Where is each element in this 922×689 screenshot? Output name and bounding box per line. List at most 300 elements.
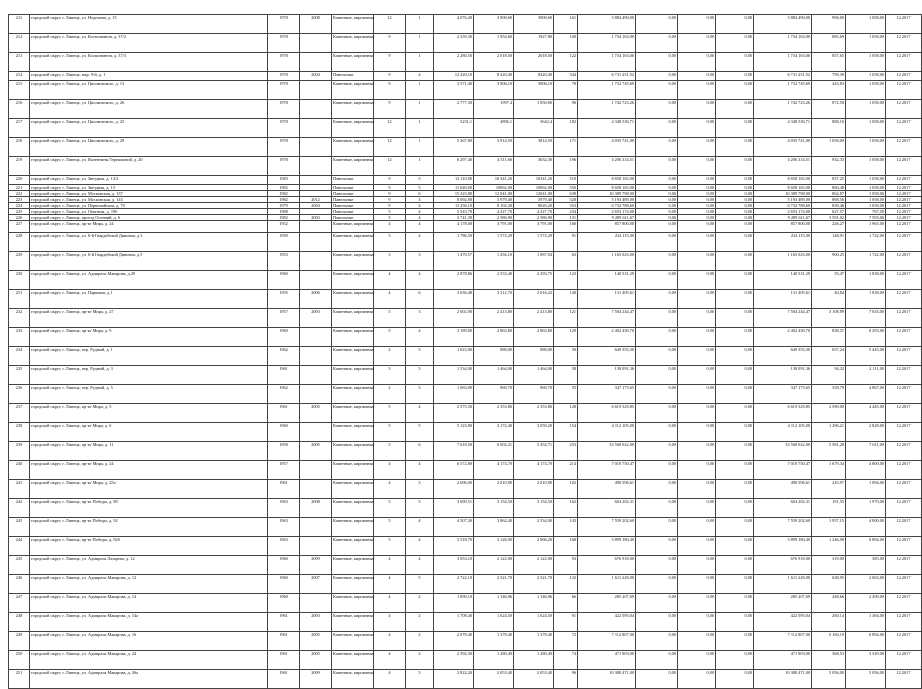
cell-people: 78 xyxy=(554,81,578,100)
cell-area-total: 4 178,00 xyxy=(434,221,474,233)
cell-people: 253 xyxy=(554,442,578,461)
cell-n: 234 xyxy=(9,347,30,366)
cell-people: 353 xyxy=(554,203,578,209)
cell-area-total: 2 239,30 xyxy=(434,34,474,53)
cell-entrances: 4 xyxy=(406,72,434,81)
cell-max: 385,00 xyxy=(846,556,886,575)
cell-unit: 5 056,00 xyxy=(812,670,846,689)
cell-material: Каменные, кирпичные xyxy=(332,252,374,271)
cell-n: 245 xyxy=(9,556,30,575)
cell-area-priv: 2 053,40 xyxy=(514,670,554,689)
cell-area-total: 2 777,30 xyxy=(434,100,474,119)
cell-c3: 0,00 xyxy=(716,81,754,100)
cell-c1: 0,00 xyxy=(636,271,678,290)
cell-year: 1963 xyxy=(268,518,300,537)
cell-area-res: 1997,4 xyxy=(474,100,514,119)
cell-n: 215 xyxy=(9,81,30,100)
cell-reno: 2005 xyxy=(300,442,332,461)
cell-n: 243 xyxy=(9,518,30,537)
cell-c4: 285 207,09 xyxy=(754,594,812,613)
cell-people: 74 xyxy=(554,651,578,670)
cell-reno: 2005 xyxy=(300,632,332,651)
cell-material: Каменные, кирпичные xyxy=(332,499,374,518)
cell-people: 122 xyxy=(554,53,578,72)
table-row xyxy=(9,347,922,366)
cell-entrances: 4 xyxy=(406,518,434,537)
cell-area-total: 7 618,50 xyxy=(434,442,474,461)
cell-entrances: 4 xyxy=(406,271,434,290)
cell-max: 1 722,00 xyxy=(846,233,886,252)
cell-c1: 0,00 xyxy=(636,100,678,119)
cell-c3: 0,00 xyxy=(716,203,754,209)
cell-cost: 1 734 163,00 xyxy=(578,34,636,53)
cell-material: Каменные, кирпичные xyxy=(332,461,374,480)
cell-year: 1960 xyxy=(268,423,300,442)
cell-year: 1950 xyxy=(268,233,300,252)
cell-people: 510 xyxy=(554,176,578,185)
table-row xyxy=(9,328,922,347)
cell-unit: 799,39 xyxy=(812,72,846,81)
cell-people: 129 xyxy=(554,328,578,347)
cell-reno xyxy=(300,385,332,404)
cell-area-priv: 2 521,70 xyxy=(514,575,554,594)
cell-c1: 0,00 xyxy=(636,651,678,670)
table-row xyxy=(9,176,922,185)
table-row xyxy=(9,651,922,670)
cell-max: 7 633,00 xyxy=(846,309,886,328)
cell-unit: 900,25 xyxy=(812,252,846,271)
cell-unit: 40,84 xyxy=(812,290,846,309)
cell-address: городской округ, г. Липецк, ул. Звездная, д. 13 xyxy=(30,185,268,191)
cell-area-res: 2 122,00 xyxy=(474,556,514,575)
table-row xyxy=(9,290,922,309)
cell-area-priv: 10062,00 xyxy=(514,185,554,191)
cell-c1: 0,00 xyxy=(636,385,678,404)
cell-entrances: 4 xyxy=(406,537,434,556)
cell-people: 63 xyxy=(554,252,578,271)
cell-area-res: 2 521,70 xyxy=(474,575,514,594)
cell-entrances: 1 xyxy=(406,81,434,100)
cell-cost: 234 115,00 xyxy=(578,233,636,252)
cell-period: 12.2017 xyxy=(886,209,922,215)
cell-people: 171 xyxy=(554,138,578,157)
cell-unit: 888,16 xyxy=(812,119,846,138)
cell-c4: 7 010 750,47 xyxy=(754,461,812,480)
cell-year: 1979 xyxy=(268,203,300,209)
cell-max: 1 058,00 xyxy=(846,176,886,185)
cell-area-priv: 1 378,40 xyxy=(514,632,554,651)
cell-floors: 9 xyxy=(374,191,406,197)
cell-people: 162 xyxy=(554,499,578,518)
cell-max: 1 838,00 xyxy=(846,271,886,290)
cell-area-res: 2 413,80 xyxy=(474,309,514,328)
cell-max: 1 058,00 xyxy=(846,203,886,209)
cell-period: 12.2017 xyxy=(886,290,922,309)
cell-c4: 6 732 788,60 xyxy=(754,203,812,209)
cell-c2: 0,00 xyxy=(678,72,716,81)
cell-cost: 6 619 529,85 xyxy=(578,404,636,423)
cell-max: 2 309,00 xyxy=(846,594,886,613)
table-row xyxy=(9,632,922,651)
cell-c3: 0,00 xyxy=(716,423,754,442)
cell-c4: 131 405,61 xyxy=(754,290,812,309)
cell-year: 1961 xyxy=(268,366,300,385)
cell-area-priv: 2 863,80 xyxy=(514,328,554,347)
cell-cost: 1 732 749,69 xyxy=(578,81,636,100)
cell-area-priv: 3642,4 xyxy=(514,119,554,138)
cell-entrances: 3 xyxy=(406,366,434,385)
cell-max: 4 867,00 xyxy=(846,385,886,404)
cell-area-total: 1 470,57 xyxy=(434,252,474,271)
cell-address: городской округ, г. Липецк, ул. Парковая, д.1 xyxy=(30,290,268,309)
cell-max: 1 058,00 xyxy=(846,191,886,197)
cell-area-total: 12 420,10 xyxy=(434,72,474,81)
cell-c4: 604 202,31 xyxy=(754,499,812,518)
cell-max: 1 838,00 xyxy=(846,290,886,309)
cell-area-total: 3 690,51 xyxy=(434,499,474,518)
cell-period: 12.2017 xyxy=(886,461,922,480)
cell-c1: 0,00 xyxy=(636,442,678,461)
cell-floors: 4 xyxy=(374,613,406,632)
cell-year: 1962 xyxy=(268,385,300,404)
cell-max: 1 722,00 xyxy=(846,252,886,271)
table-row xyxy=(9,575,922,594)
cell-reno xyxy=(300,34,332,53)
cell-c3: 0,00 xyxy=(716,328,754,347)
cell-max: 1 058,00 xyxy=(846,185,886,191)
cell-area-total: 8 092,00 xyxy=(434,197,474,203)
housing-register-table xyxy=(8,14,922,689)
cell-n: 251 xyxy=(9,670,30,689)
cell-c2: 0,00 xyxy=(678,442,716,461)
cell-reno xyxy=(300,221,332,233)
cell-cost: 1 734 163,00 xyxy=(578,53,636,72)
cell-area-res: 1 954,60 xyxy=(474,34,514,53)
cell-area-total: 3 741,39 xyxy=(434,215,474,221)
cell-cost: 2 653 174,00 xyxy=(578,209,636,215)
table-row xyxy=(9,34,922,53)
cell-c1: 0,00 xyxy=(636,138,678,157)
cell-floors: 2 xyxy=(374,347,406,366)
cell-address: городской округ, г. Липецк, ул. Циолковского, д. 13 xyxy=(30,81,268,100)
cell-c3: 0,00 xyxy=(716,347,754,366)
cell-reno xyxy=(300,252,332,271)
cell-area-res: 969,70 xyxy=(474,385,514,404)
cell-address: городской округ, г. Липецк, пр-кт Победы, д. 92 xyxy=(30,518,268,537)
cell-area-priv: 969,70 xyxy=(514,385,554,404)
cell-c3: 0,00 xyxy=(716,309,754,328)
cell-floors: 5 xyxy=(374,518,406,537)
cell-floors: 9 xyxy=(374,81,406,100)
cell-cost: 1 611 229,00 xyxy=(578,575,636,594)
cell-year: 1961 xyxy=(268,651,300,670)
cell-area-priv: 1927,80 xyxy=(514,34,554,53)
cell-address: городской округ, г. Липецк, ул. Адмирала Макарова, д. 24 xyxy=(30,651,268,670)
cell-reno: 2003 xyxy=(300,215,332,221)
cell-cost: 4 035 741,00 xyxy=(578,138,636,157)
cell-address: городской округ, г. Липецк, пр-кт Победы, д. 92б xyxy=(30,537,268,556)
cell-c2: 0,00 xyxy=(678,209,716,215)
cell-area-total: 5 267,80 xyxy=(434,138,474,157)
table-row xyxy=(9,252,922,271)
cell-c1: 0,00 xyxy=(636,328,678,347)
cell-material: Каменные, кирпичные xyxy=(332,385,374,404)
cell-people: 344 xyxy=(554,72,578,81)
cell-c2: 0,00 xyxy=(678,366,716,385)
cell-unit: 191,55 xyxy=(812,499,846,518)
cell-area-res: 4 174,70 xyxy=(474,461,514,480)
cell-cost: 10 380 471,00 xyxy=(578,670,636,689)
cell-c3: 0,00 xyxy=(716,191,754,197)
cell-cost: 4 206 314,51 xyxy=(578,157,636,176)
cell-c3: 0,00 xyxy=(716,366,754,385)
cell-year: 1978 xyxy=(268,72,300,81)
cell-c1: 0,00 xyxy=(636,157,678,176)
cell-material: Каменные, кирпичные xyxy=(332,138,374,157)
cell-period: 12.2017 xyxy=(886,271,922,290)
cell-area-total: 2 280,50 xyxy=(434,53,474,72)
cell-max: 7 593,00 xyxy=(846,215,886,221)
cell-area-total: 1 063,00 xyxy=(434,385,474,404)
cell-address: городской округ, г. Липецк, ул. Валентины Терешковой, д. 20 xyxy=(30,157,268,176)
cell-address: городской округ, г. Липецк, ул. Московская, д. 137 xyxy=(30,191,268,197)
cell-year: 1982 xyxy=(268,197,300,203)
cell-c2: 0,00 xyxy=(678,537,716,556)
cell-area-res: 4 511,60 xyxy=(474,157,514,176)
cell-reno xyxy=(300,518,332,537)
cell-c2: 0,00 xyxy=(678,53,716,72)
cell-n: 229 xyxy=(9,252,30,271)
cell-year: 1963 xyxy=(268,537,300,556)
cell-c4: 1 611 229,00 xyxy=(754,575,812,594)
cell-year: 1978 xyxy=(268,138,300,157)
cell-cost: 347 175,65 xyxy=(578,385,636,404)
cell-entrances: 6 xyxy=(406,442,434,461)
cell-c2: 0,00 xyxy=(678,271,716,290)
cell-reno: 2009 xyxy=(300,670,332,689)
cell-c3: 0,00 xyxy=(716,157,754,176)
cell-c4: 1 734 163,00 xyxy=(754,53,812,72)
cell-c2: 0,00 xyxy=(678,613,716,632)
cell-area-priv: 2 293,75 xyxy=(514,271,554,290)
cell-cost: 138 091,36 xyxy=(578,366,636,385)
cell-c3: 0,00 xyxy=(716,53,754,72)
cell-c4: 9 289 611,67 xyxy=(754,215,812,221)
cell-material: Каменные, кирпичные xyxy=(332,271,374,290)
cell-people: 234 xyxy=(554,209,578,215)
cell-c1: 0,00 xyxy=(636,209,678,215)
cell-people: 196 xyxy=(554,157,578,176)
cell-c1: 0,00 xyxy=(636,15,678,34)
cell-address: городской округ, г. Липецк, пер. Рудный, д. 5 xyxy=(30,385,268,404)
cell-max: 1 094,00 xyxy=(846,480,886,499)
cell-floors: 5 xyxy=(374,404,406,423)
cell-c4: 10 389 798,00 xyxy=(754,191,812,197)
cell-reno: 2005 xyxy=(300,404,332,423)
cell-floors: 5 xyxy=(374,537,406,556)
cell-cost: 8 658 165,00 xyxy=(578,176,636,185)
cell-people: 96 xyxy=(554,670,578,689)
cell-c1: 0,00 xyxy=(636,594,678,613)
cell-year: 1961 xyxy=(268,613,300,632)
cell-unit: 885,69 xyxy=(812,34,846,53)
cell-address: городской округ, г. Липецк, ул. Адмирала Макарова, д. 26а xyxy=(30,670,268,689)
cell-cost: 676 918,00 xyxy=(578,556,636,575)
cell-year: 1960 xyxy=(268,575,300,594)
cell-year: 1978 xyxy=(268,15,300,34)
table-row xyxy=(9,537,922,556)
cell-people: 131 xyxy=(554,215,578,221)
cell-c3: 0,00 xyxy=(716,197,754,203)
cell-entrances: 6 xyxy=(406,290,434,309)
cell-cost: 2 402 430,70 xyxy=(578,328,636,347)
cell-n: 237 xyxy=(9,404,30,423)
cell-c2: 0,00 xyxy=(678,328,716,347)
cell-unit: 260,14 xyxy=(812,613,846,632)
cell-area-res: 1 624,50 xyxy=(474,613,514,632)
cell-max: 1 058,00 xyxy=(846,34,886,53)
cell-area-total: 1 023,00 xyxy=(434,347,474,366)
cell-c1: 0,00 xyxy=(636,53,678,72)
cell-floors: 9 xyxy=(374,203,406,209)
cell-reno xyxy=(300,271,332,290)
cell-period: 12.2017 xyxy=(886,215,922,221)
cell-c2: 0,00 xyxy=(678,556,716,575)
cell-max: 4 445,00 xyxy=(846,404,886,423)
cell-n: 233 xyxy=(9,328,30,347)
cell-reno: 2009 xyxy=(300,556,332,575)
cell-reno: 2004 xyxy=(300,203,332,209)
cell-area-total: 2 722,10 xyxy=(434,575,474,594)
cell-area-priv: 3 791,00 xyxy=(514,221,554,233)
cell-address: городской округ, г. Липецк, проезд Осенний, д. 6 xyxy=(30,215,268,221)
cell-area-res: 8 420,40 xyxy=(474,72,514,81)
cell-reno xyxy=(300,100,332,119)
cell-address: городской округ, г. Липецк, пр-кт Мира, д. 24 xyxy=(30,461,268,480)
cell-unit: 3 108,89 xyxy=(812,309,846,328)
cell-material: Каменные, кирпичные xyxy=(332,480,374,499)
cell-n: 216 xyxy=(9,100,30,119)
cell-n: 221 xyxy=(9,185,30,191)
cell-c3: 0,00 xyxy=(716,575,754,594)
cell-area-res: 2 586,90 xyxy=(474,215,514,221)
cell-area-priv: 2018,50 xyxy=(514,53,554,72)
cell-entrances: 1 xyxy=(406,34,434,53)
cell-n: 249 xyxy=(9,632,30,651)
cell-period: 12.2017 xyxy=(886,670,922,689)
cell-material: Панельные xyxy=(332,185,374,191)
cell-c1: 0,00 xyxy=(636,423,678,442)
cell-entrances: 4 xyxy=(406,404,434,423)
cell-year: 1958 xyxy=(268,442,300,461)
cell-floors: 4 xyxy=(374,575,406,594)
cell-entrances: 3 xyxy=(406,385,434,404)
cell-material: Каменные, кирпичные xyxy=(332,100,374,119)
cell-area-res: 3 172,40 xyxy=(474,423,514,442)
cell-area-res: 3 900,60 xyxy=(474,15,514,34)
cell-entrances: 4 xyxy=(406,209,434,215)
cell-c4: 4 112 105,00 xyxy=(754,423,812,442)
cell-n: 214 xyxy=(9,72,30,81)
cell-period: 12.2017 xyxy=(886,480,922,499)
cell-floors: 9 xyxy=(374,100,406,119)
cell-n: 236 xyxy=(9,385,30,404)
cell-area-total: 5 123,90 xyxy=(434,423,474,442)
cell-unit: 868,56 xyxy=(812,197,846,203)
cell-period: 12.2017 xyxy=(886,203,922,209)
cell-year: 1961 xyxy=(268,670,300,689)
cell-c1: 0,00 xyxy=(636,366,678,385)
cell-address: городской округ, г. Липецк, ул. Циолковского, д. 26 xyxy=(30,100,268,119)
cell-c1: 0,00 xyxy=(636,347,678,366)
cell-address: городской округ, г. Липецк, пр-кт Мира, д. 24 xyxy=(30,221,268,233)
cell-people: 102 xyxy=(554,480,578,499)
cell-period: 12.2017 xyxy=(886,252,922,271)
cell-c1: 0,00 xyxy=(636,252,678,271)
cell-address: городской округ, г. Липецк, ул. Неделина, д. 15 xyxy=(30,15,268,34)
cell-area-res: 988,00 xyxy=(474,347,514,366)
cell-address: городской округ, г. Липецк, ул. Циолковского, д. 29 xyxy=(30,138,268,157)
cell-area-total: 6 297,40 xyxy=(434,157,474,176)
cell-c1: 0,00 xyxy=(636,670,678,689)
cell-c3: 0,00 xyxy=(716,176,754,185)
cell-area-res: 3 862,40 xyxy=(474,518,514,537)
cell-max: 2 063,00 xyxy=(846,575,886,594)
table-row xyxy=(9,423,922,442)
cell-max: 1 058,00 xyxy=(846,72,886,81)
cell-max: 1 058,00 xyxy=(846,197,886,203)
cell-entrances: 3 xyxy=(406,197,434,203)
cell-max: 1 979,00 xyxy=(846,499,886,518)
cell-year: 1957 xyxy=(268,461,300,480)
cell-material: Панельные xyxy=(332,209,374,215)
cell-cost: 7 010 750,47 xyxy=(578,461,636,480)
cell-entrances: 3 xyxy=(406,347,434,366)
cell-entrances: 5 xyxy=(406,423,434,442)
cell-material: Каменные, кирпичные xyxy=(332,575,374,594)
cell-c4: 8 658 165,00 xyxy=(754,176,812,185)
cell-material: Каменные, кирпичные xyxy=(332,221,374,233)
cell-c2: 0,00 xyxy=(678,81,716,100)
table-body xyxy=(9,15,922,689)
cell-material: Каменные, кирпичные xyxy=(332,423,374,442)
cell-cost: 131 405,61 xyxy=(578,290,636,309)
cell-floors: 4 xyxy=(374,480,406,499)
cell-unit: 862,87 xyxy=(812,191,846,197)
cell-address: городской округ, г. Липецк, ул. 6-й Гвардейской Дивизии, д.3 xyxy=(30,233,268,252)
cell-c3: 0,00 xyxy=(716,215,754,221)
cell-period: 12.2017 xyxy=(886,594,922,613)
cell-period: 12.2017 xyxy=(886,613,922,632)
cell-address: городской округ, г. Липецк, мкр. 9-й, д. 1 xyxy=(30,72,268,81)
cell-people: 160 xyxy=(554,221,578,233)
table-row xyxy=(9,366,922,385)
cell-c4: 33 500 022,00 xyxy=(754,442,812,461)
cell-reno xyxy=(300,81,332,100)
cell-c2: 0,00 xyxy=(678,15,716,34)
cell-c2: 0,00 xyxy=(678,290,716,309)
cell-area-priv: 2 966,20 xyxy=(514,537,554,556)
cell-cost: 33 500 022,00 xyxy=(578,442,636,461)
cell-reno: 2012 xyxy=(300,197,332,203)
cell-area-res: 8 102,20 xyxy=(474,203,514,209)
cell-area-priv: 2 534,00 xyxy=(514,518,554,537)
table-row xyxy=(9,309,922,328)
cell-reno xyxy=(300,461,332,480)
cell-c4: 4 035 741,00 xyxy=(754,138,812,157)
cell-c4: 234 115,00 xyxy=(754,233,812,252)
cell-area-res: 4 227,70 xyxy=(474,209,514,215)
